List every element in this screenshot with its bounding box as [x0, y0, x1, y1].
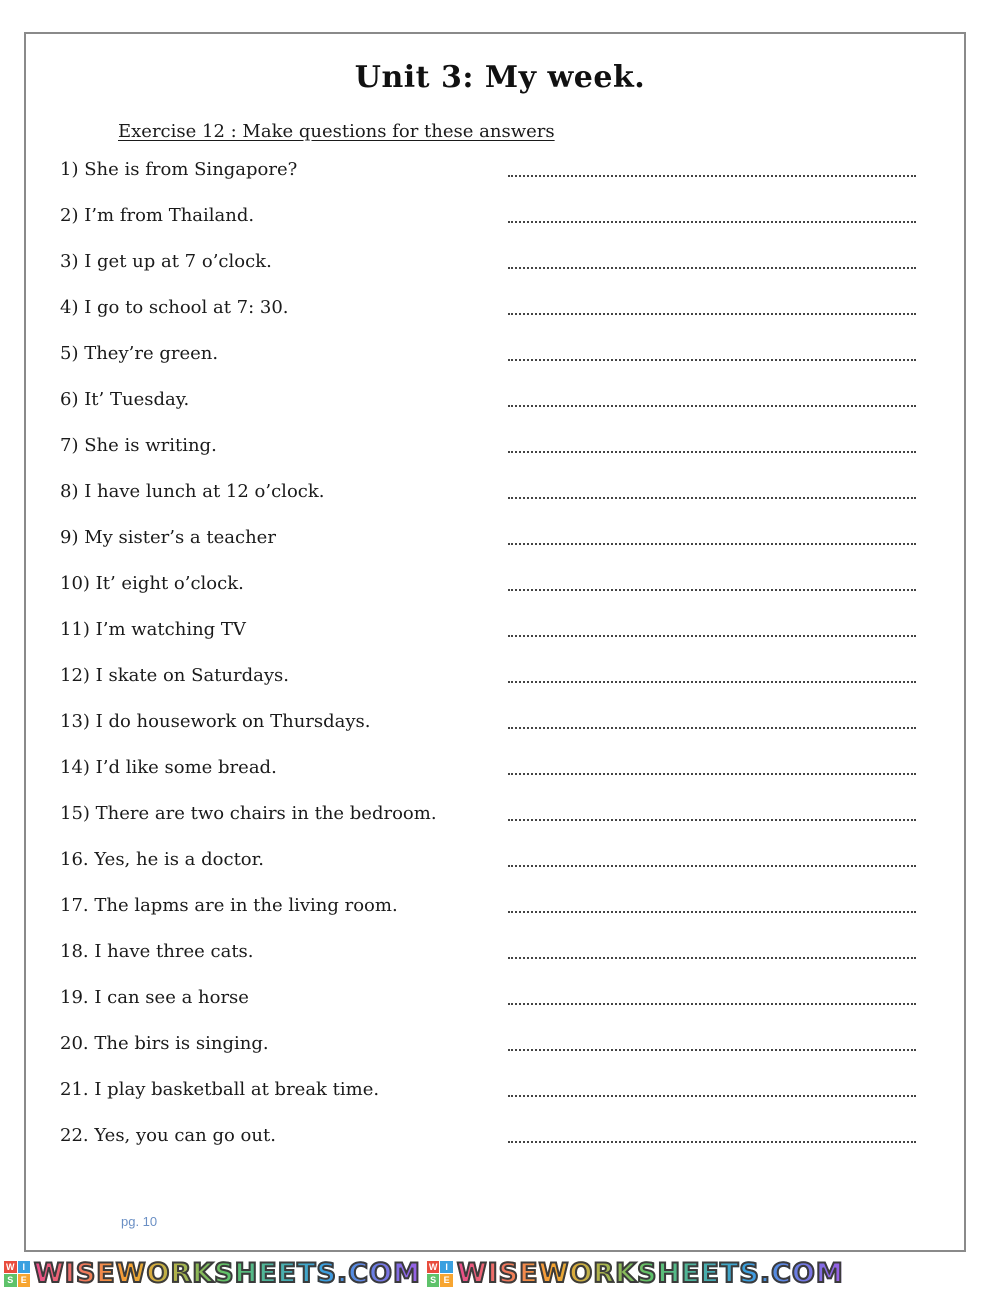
exercise-item: [60, 431, 920, 477]
exercise-item: [60, 937, 920, 983]
watermark-band: [0, 1256, 1000, 1291]
exercise-item: [60, 661, 920, 707]
question-answer-line[interactable]: [508, 819, 916, 821]
question-answer-line[interactable]: [508, 1141, 916, 1143]
exercise-item: [60, 569, 920, 615]
question-answer-line[interactable]: [508, 497, 916, 499]
question-answer-line[interactable]: [508, 1095, 916, 1097]
question-answer-line[interactable]: [508, 221, 916, 223]
exercise-answer-text: 18. I have three cats.: [60, 941, 254, 962]
exercise-answer-text: 17. The lapms are in the living room.: [60, 895, 398, 916]
question-answer-line[interactable]: [508, 543, 916, 545]
question-answer-line[interactable]: [508, 1049, 916, 1051]
page-number: pg. 10: [121, 1214, 158, 1229]
question-answer-line[interactable]: [508, 911, 916, 913]
question-answer-line[interactable]: [508, 865, 916, 867]
exercise-answer-text: 16. Yes, he is a doctor.: [60, 849, 264, 870]
exercise-answer-text: 13) I do housework on Thursdays.: [60, 711, 371, 732]
exercise-item: [60, 799, 920, 845]
exercise-item: [60, 1029, 920, 1075]
exercise-answer-text: 5) They’re green.: [60, 343, 219, 364]
exercise-answer-text: 6) It’ Tuesday.: [60, 389, 190, 410]
exercise-item: [60, 339, 920, 385]
watermark-text: WISEWORKSHEETS.COM: [34, 1258, 421, 1289]
exercise-item: [60, 247, 920, 293]
question-answer-line[interactable]: [508, 727, 916, 729]
question-answer-line[interactable]: [508, 957, 916, 959]
question-answer-line[interactable]: [508, 635, 916, 637]
exercise-answer-text: 11) I’m watching TV: [60, 619, 246, 640]
question-answer-line[interactable]: [508, 773, 916, 775]
question-answer-line[interactable]: [508, 451, 916, 453]
exercise-answer-text: 10) It’ eight o’clock.: [60, 573, 244, 594]
question-answer-line[interactable]: [508, 1003, 916, 1005]
exercise-answer-text: 15) There are two chairs in the bedroom.: [60, 803, 437, 824]
exercise-instruction: Exercise 12 : Make questions for these answers: [118, 121, 555, 142]
exercise-answer-text: 3) I get up at 7 o’clock.: [60, 251, 272, 272]
exercise-item: [60, 891, 920, 937]
exercise-item: [60, 523, 920, 569]
exercise-answer-text: 1) She is from Singapore?: [60, 159, 298, 180]
exercise-answer-text: 22. Yes, you can go out.: [60, 1125, 276, 1146]
exercise-answer-text: 19. I can see a horse: [60, 987, 249, 1008]
wise-logo-icon: W I S E: [427, 1261, 453, 1287]
exercise-answer-text: 14) I’d like some bread.: [60, 757, 277, 778]
exercise-answer-text: 21. I play basketball at break time.: [60, 1079, 380, 1100]
exercise-answer-text: 20. The birs is singing.: [60, 1033, 269, 1054]
exercise-item: [60, 201, 920, 247]
question-answer-line[interactable]: [508, 405, 916, 407]
exercise-item: [60, 155, 920, 201]
exercise-item: [60, 845, 920, 891]
exercise-item: [60, 293, 920, 339]
watermark-2: [427, 1258, 844, 1289]
exercise-item: [60, 477, 920, 523]
exercise-item: [60, 385, 920, 431]
exercise-answer-text: 4) I go to school at 7: 30.: [60, 297, 289, 318]
wise-logo-icon: W I S E: [4, 1261, 30, 1287]
question-answer-line[interactable]: [508, 175, 916, 177]
question-answer-line[interactable]: [508, 681, 916, 683]
exercise-answer-text: 8) I have lunch at 12 o’clock.: [60, 481, 325, 502]
page-title: Unit 3: My week.: [354, 60, 646, 95]
watermark-1: [4, 1258, 421, 1289]
exercise-item: [60, 1121, 920, 1167]
exercise-answer-text: 9) My sister’s a teacher: [60, 527, 276, 548]
watermark-text: WISEWORKSHEETS.COM: [456, 1258, 844, 1289]
question-answer-line[interactable]: [508, 313, 916, 315]
exercise-item: [60, 753, 920, 799]
question-answer-line[interactable]: [508, 589, 916, 591]
exercise-item: [60, 707, 920, 753]
exercise-item: [60, 1075, 920, 1121]
question-answer-line[interactable]: [508, 359, 916, 361]
exercise-list: [60, 155, 920, 1167]
exercise-answer-text: 2) I’m from Thailand.: [60, 205, 255, 226]
exercise-answer-text: 7) She is writing.: [60, 435, 217, 456]
question-answer-line[interactable]: [508, 267, 916, 269]
exercise-item: [60, 615, 920, 661]
exercise-answer-text: 12) I skate on Saturdays.: [60, 665, 289, 686]
exercise-item: [60, 983, 920, 1029]
